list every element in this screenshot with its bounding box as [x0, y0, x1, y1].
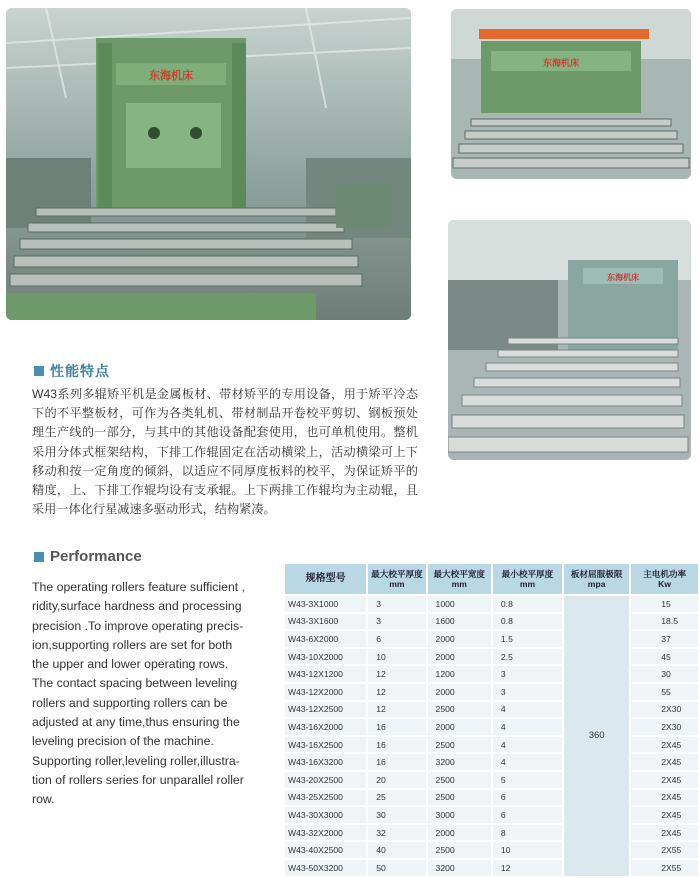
cell-model: W43-3X1600: [285, 614, 366, 630]
cell-model: W43-16X3200: [285, 754, 366, 770]
cell-model: W43-50X3200: [285, 860, 366, 876]
cell-min-thickness: 8: [493, 825, 562, 841]
cell-motor-power: 55: [631, 684, 698, 700]
cell-motor-power: 2X45: [631, 772, 698, 788]
table-row: [285, 772, 698, 788]
cell-model: W43-12X1200: [285, 666, 366, 682]
table-row: [285, 737, 698, 753]
cell-model: W43-30X3000: [285, 807, 366, 823]
cn-description: W43系列多辊矫平机是金属板材、带材矫平的专用设备，用于矫平冷态下的不平整板材，可作为各类轧机、带材制品开卷校平剪切、钢板预处理生产线的一部分，与其中的其他设备配套使用，也可单机使用。整机采用分体式框架结构，下排工作辊固定在活动横梁上，活动横梁可上下移动和按一定角度的倾斜，以适应不同厚度板料的校平，为保证矫平的精度，上、下排工作辊均设有支承辊。上下两排工作辊均为主动辊，且采用一体化行星减速多驱动形式，结构紧凑。: [32, 387, 418, 517]
table-row: [285, 631, 698, 647]
cell-max-width: 1000: [428, 596, 491, 612]
table-row: [285, 666, 698, 682]
cell-motor-power: 2X55: [631, 860, 698, 876]
cell-motor-power: 30: [631, 666, 698, 682]
cell-max-width: 2500: [428, 702, 491, 718]
machine-sign-text-2: 东海机床: [542, 58, 580, 68]
cell-min-thickness: 3: [493, 666, 562, 682]
en-line: The contact spacing between leveling: [32, 676, 238, 691]
header-model: 规格型号: [285, 564, 366, 594]
cell-min-thickness: 2.5: [493, 649, 562, 665]
cell-max-width: 2000: [428, 825, 491, 841]
en-line: rollers and supporting rollers can be: [32, 695, 228, 710]
cell-motor-power: 37: [631, 631, 698, 647]
cell-motor-power: 2X55: [631, 842, 698, 858]
cell-motor-power: 2X45: [631, 825, 698, 841]
en-description: [32, 578, 264, 810]
photo-leveling-machine-rollers: [448, 220, 691, 460]
en-line: row.: [32, 792, 55, 807]
cell-max-thickness: 20: [368, 772, 425, 788]
cell-model: W43-40X2500: [285, 842, 366, 858]
cell-max-thickness: 10: [368, 649, 425, 665]
table-header-row: [285, 564, 698, 594]
cell-max-width: 2500: [428, 842, 491, 858]
cell-max-width: 2500: [428, 737, 491, 753]
cell-model: W43-25X2500: [285, 790, 366, 806]
en-line: leveling precision of the machine.: [32, 734, 214, 749]
cell-min-thickness: 5: [493, 772, 562, 788]
cell-yield-strength: 360: [564, 596, 629, 876]
machine-illustration: [6, 8, 411, 320]
header-min-thickness: 最小校平厚度 mm: [493, 564, 562, 594]
cell-motor-power: 18.5: [631, 614, 698, 630]
cell-max-thickness: 25: [368, 790, 425, 806]
cell-max-width: 2000: [428, 649, 491, 665]
cell-motor-power: 2X30: [631, 702, 698, 718]
section-title-performance-en: [34, 548, 142, 565]
cell-max-thickness: 30: [368, 807, 425, 823]
table-row: [285, 825, 698, 841]
cell-model: W43-20X2500: [285, 772, 366, 788]
en-line: ridity,surface hardness and processing: [32, 599, 242, 614]
cell-max-thickness: 12: [368, 684, 425, 700]
header-max-width: 最大校平宽度 mm: [428, 564, 491, 594]
cell-model: W43-32X2000: [285, 825, 366, 841]
cell-model: W43-16X2500: [285, 737, 366, 753]
cell-model: W43-12X2500: [285, 702, 366, 718]
section-square-icon: [34, 552, 44, 562]
cell-min-thickness: 10: [493, 842, 562, 858]
table-row: [285, 702, 698, 718]
en-line: precision .To improve operating precis-: [32, 618, 244, 633]
header-motor-power: 主电机功率 Kw: [631, 564, 698, 594]
en-line: adjusted at any time,thus ensuring the: [32, 715, 240, 730]
cell-max-thickness: 32: [368, 825, 425, 841]
cell-min-thickness: 12: [493, 860, 562, 876]
table-row: [285, 790, 698, 806]
en-line: tion of rollers series for unparallel roller: [32, 772, 244, 787]
cell-max-width: 2000: [428, 719, 491, 735]
cell-min-thickness: 4: [493, 737, 562, 753]
table-row: [285, 684, 698, 700]
cell-max-thickness: 50: [368, 860, 425, 876]
cell-min-thickness: 4: [493, 719, 562, 735]
machine-illustration-2: [451, 9, 691, 179]
section-title-en-text: Performance: [50, 548, 142, 565]
cell-max-thickness: 16: [368, 719, 425, 735]
en-line: ion,supporting rollers are set for both: [32, 637, 233, 652]
spec-table: [283, 562, 700, 878]
table-row: [285, 649, 698, 665]
header-yield-strength: 板材屈服极限 mpa: [564, 564, 629, 594]
cell-max-width: 3200: [428, 754, 491, 770]
table-row: [285, 860, 698, 876]
cell-max-width: 3000: [428, 807, 491, 823]
photo-leveling-machine-top-right: [451, 9, 691, 179]
cell-max-thickness: 3: [368, 596, 425, 612]
table-row: [285, 614, 698, 630]
cell-motor-power: 15: [631, 596, 698, 612]
machine-sign-text: 东海机床: [149, 70, 193, 82]
cell-min-thickness: 1.5: [493, 631, 562, 647]
cell-max-thickness: 16: [368, 754, 425, 770]
cell-min-thickness: 6: [493, 790, 562, 806]
cell-min-thickness: 0.8: [493, 596, 562, 612]
cell-motor-power: 2X45: [631, 754, 698, 770]
cell-min-thickness: 4: [493, 702, 562, 718]
cell-min-thickness: 6: [493, 807, 562, 823]
en-line: Supporting roller,leveling roller,illustra-: [32, 753, 240, 768]
cell-max-width: 2000: [428, 631, 491, 647]
cell-min-thickness: 3: [493, 684, 562, 700]
en-line: The operating rollers feature sufficient ,: [32, 580, 246, 594]
cell-min-thickness: 4: [493, 754, 562, 770]
section-square-icon: [34, 366, 44, 376]
cell-min-thickness: 0.8: [493, 614, 562, 630]
cell-max-thickness: 6: [368, 631, 425, 647]
cell-model: W43-6X2000: [285, 631, 366, 647]
spec-table-body: [285, 596, 698, 876]
en-line: the upper and lower operating rows.: [32, 657, 229, 672]
cell-motor-power: 45: [631, 649, 698, 665]
cell-max-thickness: 40: [368, 842, 425, 858]
cell-model: W43-10X2000: [285, 649, 366, 665]
section-title-cn-text: 性能特点: [50, 363, 110, 379]
machine-illustration-3: [448, 220, 691, 460]
header-max-thickness: 最大校平厚度 mm: [368, 564, 425, 594]
cell-motor-power: 2X45: [631, 737, 698, 753]
cell-model: W43-3X1000: [285, 596, 366, 612]
cell-max-width: 2500: [428, 790, 491, 806]
cell-motor-power: 2X30: [631, 719, 698, 735]
table-row: [285, 596, 698, 612]
machine-sign-text-3: 东海机床: [607, 273, 639, 282]
cell-max-width: 2500: [428, 772, 491, 788]
cell-max-thickness: 3: [368, 614, 425, 630]
table-row: [285, 807, 698, 823]
cell-motor-power: 2X45: [631, 807, 698, 823]
cell-max-thickness: 12: [368, 666, 425, 682]
cell-motor-power: 2X45: [631, 790, 698, 806]
cell-max-width: 2000: [428, 684, 491, 700]
table-row: [285, 719, 698, 735]
cell-max-width: 1600: [428, 614, 491, 630]
photo-leveling-machine-main: [6, 8, 411, 320]
cell-model: W43-16X2000: [285, 719, 366, 735]
cell-max-thickness: 12: [368, 702, 425, 718]
cell-max-width: 1200: [428, 666, 491, 682]
cell-max-width: 3200: [428, 860, 491, 876]
section-title-performance-cn: [34, 361, 110, 381]
cell-model: W43-12X2000: [285, 684, 366, 700]
cell-max-thickness: 16: [368, 737, 425, 753]
table-row: [285, 754, 698, 770]
